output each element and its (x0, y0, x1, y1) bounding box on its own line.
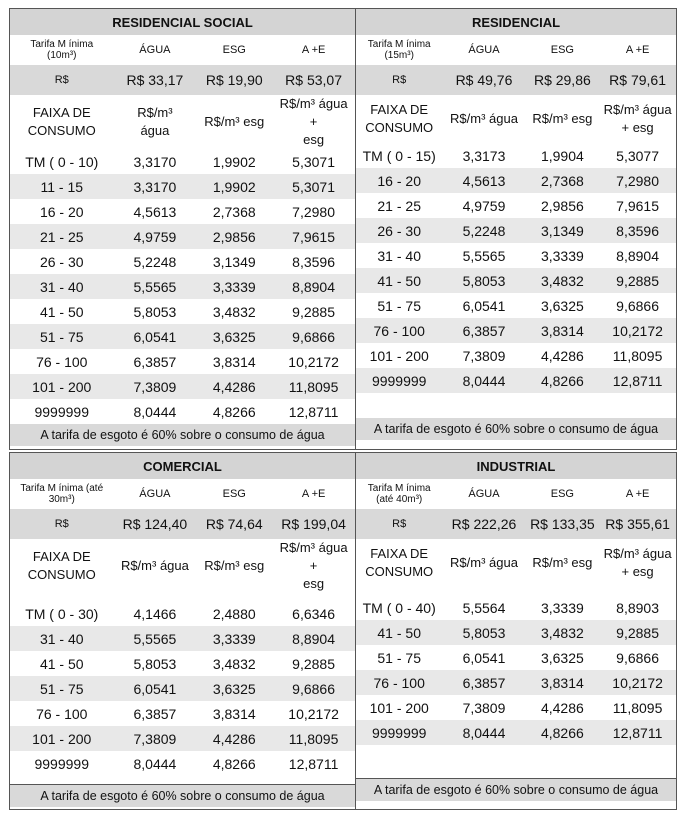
table-row (10, 701, 355, 726)
spacer-row (10, 776, 355, 785)
table-row (356, 595, 676, 620)
min-total-value: R$ 355,61 (599, 509, 676, 539)
faixa-cell: TM ( 0 - 30) (25, 605, 99, 622)
agua-rate-cell: 8,0444 (442, 720, 525, 745)
table-title-row (356, 453, 676, 479)
table-row (356, 343, 676, 368)
table-title-row (10, 9, 355, 35)
table-row (10, 224, 355, 249)
table-row (10, 626, 355, 651)
rate-total-header: R$/m³ água + esg (279, 540, 348, 591)
table-row (10, 349, 355, 374)
min-esg-value: R$ 74,64 (196, 509, 272, 539)
faixa-cell (356, 393, 442, 418)
esg-rate-cell: 2,7368 (212, 203, 256, 220)
min-esg-value: R$ 19,90 (196, 65, 272, 95)
currency-label: R$ (10, 509, 114, 539)
faixa-cell: 9999999 (356, 720, 442, 745)
table-row (356, 695, 676, 720)
esg-rate-cell: 2,7368 (526, 168, 600, 193)
total-rate-cell: 11,8095 (272, 374, 355, 399)
table-row (356, 168, 676, 193)
spacer-cell (10, 776, 355, 785)
esg-rate-cell: 3,8314 (212, 705, 256, 722)
agua-header: ÁGUA (468, 488, 500, 500)
faixa-header-row (356, 539, 676, 587)
empty-row (356, 745, 676, 770)
total-rate-cell: 9,2885 (599, 268, 676, 293)
faixa-cell: 31 - 40 (377, 247, 421, 264)
esg-rate-cell: 4,4286 (540, 347, 584, 364)
esg-rate-cell: 3,1349 (212, 253, 256, 270)
rate-agua-header: R$/m³ água (450, 111, 518, 126)
esg-rate-cell: 3,6325 (196, 324, 272, 349)
esg-rate-cell: 4,4286 (196, 726, 272, 751)
total-rate-cell: 11,8095 (612, 347, 663, 364)
faixa-cell: 76 - 100 (36, 705, 88, 722)
rate-esg-header: R$/m³ esg (532, 555, 593, 570)
table-row (356, 720, 676, 745)
rate-esg-header: R$/m³ esg (204, 114, 265, 129)
total-rate-cell: 10,2172 (599, 670, 676, 695)
min-total-value: R$ 79,61 (599, 65, 676, 95)
esg-rate-cell: 3,3339 (196, 274, 272, 299)
total-rate-cell: 7,2980 (599, 168, 676, 193)
esg-rate-cell: 1,9902 (212, 153, 256, 170)
agua-rate-cell: 5,8053 (442, 620, 525, 645)
agua-rate-cell: 7,3809 (114, 374, 197, 399)
faixa-header-row (10, 539, 355, 593)
table-row (10, 374, 355, 399)
table-row (10, 651, 355, 676)
esg-rate-cell: 3,4832 (526, 620, 600, 645)
faixa-cell: TM ( 0 - 10) (25, 153, 99, 170)
faixa-cell: 31 - 40 (10, 274, 114, 299)
total-rate-cell: 7,2980 (292, 203, 335, 220)
table-title: INDUSTRIAL (356, 453, 676, 479)
esg-rate-cell: 2,9856 (540, 197, 584, 214)
table-title-row (356, 9, 676, 35)
total-rate-cell (599, 393, 676, 418)
agua-rate-cell: 7,3809 (462, 699, 506, 716)
esg-rate-cell: 3,8314 (526, 670, 600, 695)
tarifa-minima-row (10, 65, 355, 95)
rate-agua-header: R$/m³ água (450, 555, 518, 570)
agua-rate-cell: 4,5613 (133, 203, 177, 220)
faixa-cell: 41 - 50 (356, 268, 442, 293)
table-title: RESIDENCIAL SOCIAL (10, 9, 355, 35)
rate-total-header: R$/m³ água + esg (279, 96, 348, 147)
total-rate-cell: 9,2885 (292, 303, 335, 320)
table-row (356, 293, 676, 318)
min-agua-value: R$ 222,26 (442, 509, 525, 539)
faixa-cell: 101 - 200 (10, 374, 114, 399)
esg-rate-cell: 3,6325 (196, 676, 272, 701)
total-rate-cell: 9,2885 (292, 655, 335, 672)
esg-rate-cell: 3,3339 (540, 599, 584, 616)
faixa-cell (356, 745, 442, 770)
esg-rate-cell (526, 745, 600, 770)
table-row (10, 174, 355, 199)
esg-rate-cell: 3,8314 (212, 353, 256, 370)
tarifa-minima-label: Tarifa M ínima (até 40m³) (367, 483, 431, 505)
agua-rate-cell: 6,3857 (442, 670, 525, 695)
agua-rate-cell: 4,1466 (133, 605, 177, 622)
faixa-cell: 9999999 (356, 368, 442, 393)
currency-label: R$ (10, 65, 114, 95)
agua-rate-cell (442, 393, 525, 418)
footer-row (356, 418, 676, 440)
min-agua-value: R$ 49,76 (442, 65, 525, 95)
faixa-cell: 51 - 75 (377, 649, 421, 666)
header-row (10, 35, 355, 65)
footer-note: A tarifa de esgoto é 60% sobre o consumo de água (356, 418, 676, 440)
esg-rate-cell: 2,4880 (212, 605, 256, 622)
agua-rate-cell: 5,5565 (114, 626, 197, 651)
table-row (356, 368, 676, 393)
agua-rate-cell: 5,5565 (462, 247, 506, 264)
agua-rate-cell (442, 745, 525, 770)
esg-rate-cell: 1,9902 (196, 174, 272, 199)
min-agua-value: R$ 33,17 (114, 65, 197, 95)
spacer-cell (356, 770, 676, 779)
table-title: COMERCIAL (10, 453, 355, 479)
total-rate-cell: 6,6346 (292, 605, 335, 622)
faixa-consumo-header: FAIXA DE CONSUMO (27, 549, 96, 582)
faixa-cell: 9999999 (34, 755, 89, 772)
agua-rate-cell: 5,8053 (133, 303, 177, 320)
agua-rate-cell: 7,3809 (114, 726, 197, 751)
tarifa-minima-row (10, 509, 355, 539)
residencial-social-table (9, 8, 356, 450)
total-rate-cell: 8,8903 (616, 599, 659, 616)
faixa-cell: 101 - 200 (10, 726, 114, 751)
faixa-cell: 101 - 200 (369, 699, 429, 716)
agua-rate-cell: 3,3170 (114, 174, 197, 199)
rate-agua-header: R$/m³ água (120, 558, 189, 573)
total-rate-cell: 11,8095 (612, 699, 663, 716)
agua-rate-cell: 4,5613 (442, 168, 525, 193)
min-esg-value: R$ 29,86 (526, 65, 600, 95)
table-row (356, 268, 676, 293)
faixa-cell: 21 - 25 (10, 224, 114, 249)
total-rate-cell: 8,8904 (616, 247, 659, 264)
total-rate-cell: 5,3071 (292, 153, 335, 170)
agua-rate-cell: 5,2248 (133, 253, 177, 270)
table-row (356, 670, 676, 695)
footer-note: A tarifa de esgoto é 60% sobre o consumo de água (10, 785, 355, 808)
agua-esg-header: A +E (301, 488, 326, 500)
table-row (10, 274, 355, 299)
esg-rate-cell: 3,4832 (526, 268, 600, 293)
esg-rate-cell: 3,1349 (526, 218, 600, 243)
spacer-cell (10, 593, 355, 601)
total-rate-cell: 10,2172 (599, 318, 676, 343)
agua-rate-cell: 3,3173 (462, 147, 506, 164)
spacer-cell (356, 587, 676, 595)
currency-label: R$ (356, 65, 442, 95)
tarifa-minima-label: Tarifa M ínima (15m³) (367, 39, 431, 61)
faixa-cell: TM ( 0 - 15) (362, 147, 436, 164)
total-rate-cell (599, 745, 676, 770)
total-rate-cell: 9,6866 (616, 649, 659, 666)
esg-rate-cell: 3,4832 (212, 303, 256, 320)
agua-rate-cell: 5,2248 (442, 218, 525, 243)
faixa-cell: 16 - 20 (39, 203, 84, 220)
min-esg-value: R$ 133,35 (526, 509, 600, 539)
rate-total-header: R$/m³ água + esg (603, 546, 672, 579)
tarifa-minima-label: Tarifa M ínima (até 30m³) (20, 483, 104, 505)
agua-rate-cell: 6,3857 (133, 353, 177, 370)
table-row (356, 143, 676, 168)
comercial-table (9, 452, 356, 810)
table-row (10, 249, 355, 274)
total-rate-cell: 9,6866 (272, 324, 355, 349)
rate-agua-header: R$/m³ água (137, 105, 173, 138)
total-rate-cell: 9,6866 (272, 676, 355, 701)
agua-rate-cell: 5,5565 (114, 274, 197, 299)
total-rate-cell: 9,2885 (599, 620, 676, 645)
spacer-row (356, 770, 676, 779)
agua-esg-header: A +E (625, 488, 650, 500)
table-row (356, 318, 676, 343)
faixa-cell: 51 - 75 (377, 297, 421, 314)
table-row (10, 726, 355, 751)
table-row (10, 676, 355, 701)
table-title-row (10, 453, 355, 479)
empty-row (356, 393, 676, 418)
agua-rate-cell: 3,3170 (133, 153, 177, 170)
agua-rate-cell: 6,0541 (462, 649, 506, 666)
table-row (356, 620, 676, 645)
esg-rate-cell: 3,3339 (196, 626, 272, 651)
agua-rate-cell: 5,8053 (442, 268, 525, 293)
faixa-cell: TM ( 0 - 40) (362, 599, 436, 616)
agua-esg-header: A +E (625, 44, 650, 56)
total-rate-cell: 11,8095 (272, 726, 355, 751)
table-title: RESIDENCIAL (356, 9, 676, 35)
agua-rate-cell: 4,9759 (462, 197, 506, 214)
faixa-cell: 21 - 25 (377, 197, 421, 214)
table-row (356, 218, 676, 243)
table-row (10, 299, 355, 324)
table-row (10, 751, 355, 776)
min-total-value: R$ 199,04 (272, 509, 355, 539)
faixa-cell: 26 - 30 (356, 218, 442, 243)
header-row (356, 35, 676, 65)
faixa-cell: 41 - 50 (356, 620, 442, 645)
faixa-header-row (10, 95, 355, 149)
table-row (10, 324, 355, 349)
total-rate-cell: 12,8711 (599, 368, 676, 393)
agua-rate-cell: 6,0541 (114, 676, 197, 701)
footer-note: A tarifa de esgoto é 60% sobre o consumo de água (10, 424, 355, 446)
total-rate-cell: 12,8711 (288, 403, 339, 420)
footer-row (10, 424, 355, 446)
faixa-cell: 101 - 200 (369, 347, 429, 364)
table-row (356, 243, 676, 268)
faixa-consumo-header: FAIXA DE CONSUMO (365, 102, 434, 135)
agua-rate-cell: 7,3809 (462, 347, 506, 364)
esg-rate-cell: 4,8266 (212, 755, 256, 772)
faixa-cell: 9999999 (34, 403, 89, 420)
esg-rate-cell: 3,4832 (212, 655, 256, 672)
faixa-header-row (356, 95, 676, 143)
agua-rate-cell: 8,0444 (133, 755, 177, 772)
faixa-cell: 76 - 100 (356, 670, 442, 695)
spacer-row (10, 593, 355, 601)
total-rate-cell: 8,8904 (272, 274, 355, 299)
total-rate-cell: 5,3077 (616, 147, 659, 164)
total-rate-cell: 8,3596 (599, 218, 676, 243)
table-row (10, 399, 355, 424)
esg-rate-cell: 4,8266 (526, 368, 600, 393)
faixa-cell: 41 - 50 (39, 655, 84, 672)
tarifa-minima-row (356, 65, 676, 95)
total-rate-cell: 7,9615 (616, 197, 659, 214)
header-row (356, 479, 676, 509)
currency-label: R$ (356, 509, 442, 539)
agua-rate-cell: 6,3857 (133, 705, 177, 722)
esg-rate-cell: 3,3339 (540, 247, 584, 264)
industrial-table (355, 452, 677, 810)
agua-rate-cell: 8,0444 (442, 368, 525, 393)
esg-header: ESG (550, 44, 574, 56)
faixa-cell: 11 - 15 (10, 174, 114, 199)
total-rate-cell: 8,3596 (292, 253, 335, 270)
faixa-consumo-header: FAIXA DE CONSUMO (365, 546, 434, 579)
faixa-cell: 76 - 100 (36, 353, 88, 370)
agua-rate-cell: 6,3857 (442, 318, 525, 343)
esg-rate-cell: 1,9904 (540, 147, 584, 164)
table-row (10, 149, 355, 174)
total-rate-cell: 12,8711 (288, 755, 339, 772)
faixa-cell: 31 - 40 (10, 626, 114, 651)
total-rate-cell: 12,8711 (599, 720, 676, 745)
agua-esg-header: A +E (301, 44, 326, 56)
esg-rate-cell: 3,8314 (526, 318, 600, 343)
footer-row (10, 785, 355, 808)
total-rate-cell: 10,2172 (288, 353, 339, 370)
spacer-row (356, 587, 676, 595)
table-row (356, 193, 676, 218)
agua-rate-cell: 6,0541 (114, 324, 197, 349)
agua-header: ÁGUA (139, 488, 171, 500)
esg-rate-cell: 4,4286 (196, 374, 272, 399)
footer-note: A tarifa de esgoto é 60% sobre o consumo de água (356, 779, 676, 802)
rate-total-header: R$/m³ água + esg (603, 102, 672, 135)
table-row (10, 199, 355, 224)
min-total-value: R$ 53,07 (272, 65, 355, 95)
esg-header: ESG (550, 488, 574, 500)
tarifa-minima-label: Tarifa M ínima (10m³) (30, 39, 94, 61)
residencial-table (355, 8, 677, 450)
esg-rate-cell: 4,8266 (212, 403, 256, 420)
table-row (356, 645, 676, 670)
esg-rate-cell: 4,8266 (526, 720, 600, 745)
esg-header: ESG (222, 44, 246, 56)
faixa-cell: 26 - 30 (39, 253, 84, 270)
min-agua-value: R$ 124,40 (114, 509, 197, 539)
faixa-cell: 16 - 20 (356, 168, 442, 193)
footer-row (356, 779, 676, 802)
esg-rate-cell: 2,9856 (196, 224, 272, 249)
rate-esg-header: R$/m³ esg (532, 111, 593, 126)
faixa-cell: 41 - 50 (39, 303, 84, 320)
table-row (10, 601, 355, 626)
faixa-cell: 76 - 100 (356, 318, 442, 343)
rate-esg-header: R$/m³ esg (204, 558, 265, 573)
faixa-cell: 51 - 75 (10, 324, 114, 349)
agua-header: ÁGUA (139, 44, 171, 56)
agua-rate-cell: 6,0541 (462, 297, 506, 314)
esg-rate-cell: 3,6325 (540, 649, 584, 666)
faixa-cell: 51 - 75 (10, 676, 114, 701)
esg-header: ESG (222, 488, 246, 500)
tarifa-minima-row (356, 509, 676, 539)
esg-rate-cell: 3,6325 (540, 297, 584, 314)
esg-rate-cell (526, 393, 600, 418)
faixa-consumo-header: FAIXA DE CONSUMO (27, 105, 96, 138)
agua-rate-cell: 5,8053 (133, 655, 177, 672)
total-rate-cell: 10,2172 (288, 705, 339, 722)
total-rate-cell: 9,6866 (616, 297, 659, 314)
agua-rate-cell: 5,5564 (462, 599, 506, 616)
agua-rate-cell: 4,9759 (114, 224, 197, 249)
total-rate-cell: 7,9615 (272, 224, 355, 249)
total-rate-cell: 8,8904 (272, 626, 355, 651)
esg-rate-cell: 4,4286 (540, 699, 584, 716)
header-row (10, 479, 355, 509)
agua-rate-cell: 8,0444 (133, 403, 177, 420)
agua-header: ÁGUA (468, 44, 500, 56)
total-rate-cell: 5,3071 (272, 174, 355, 199)
